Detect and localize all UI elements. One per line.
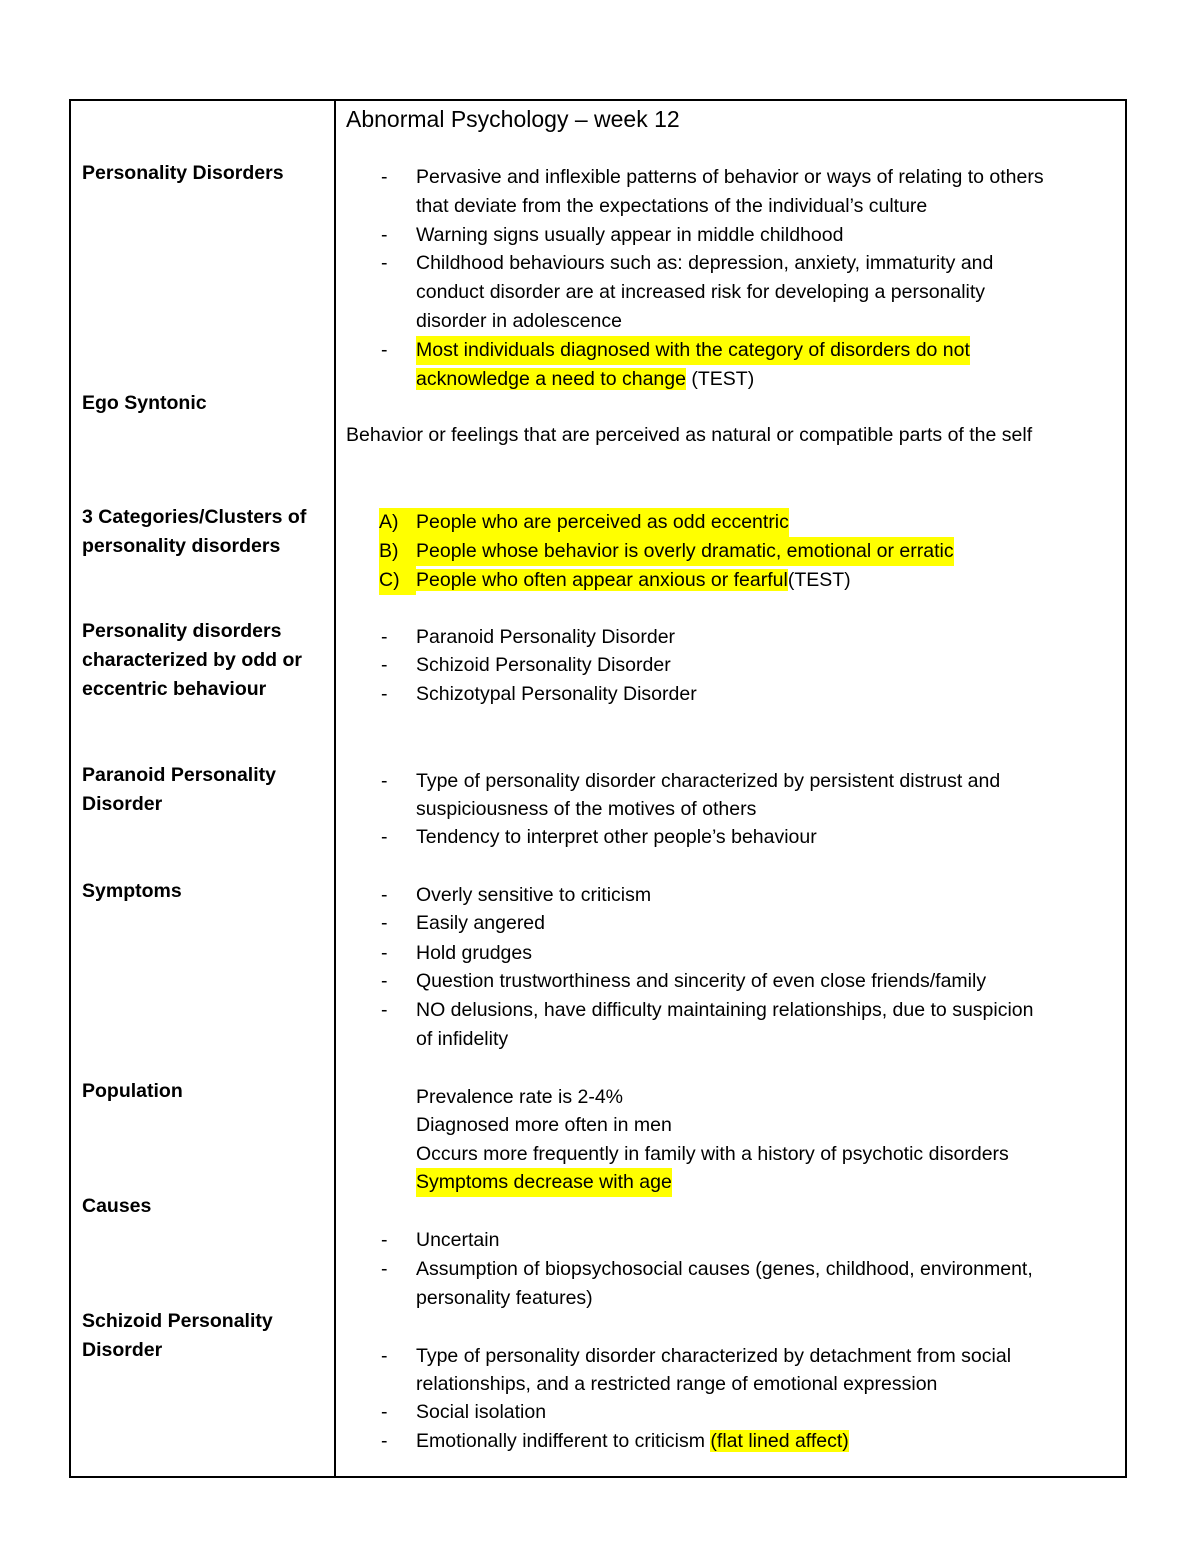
bullet-dash: - <box>381 942 388 964</box>
label-ego-syntonic: Ego Syntonic <box>82 392 207 414</box>
bullet-dash: - <box>381 1401 388 1423</box>
label-odd-line1: Personality disorders <box>82 620 282 642</box>
note-text: Diagnosed more often in men <box>416 1114 672 1136</box>
list-marker: C) <box>379 566 416 595</box>
bullet-dash: - <box>381 912 388 934</box>
label-personality-disorders: Personality Disorders <box>82 162 284 184</box>
bullet-dash: - <box>381 166 388 188</box>
note-text: NO delusions, have difficulty maintaining relationships, due to suspicion <box>416 999 1034 1021</box>
bullet-dash: - <box>381 683 388 705</box>
test-tag: (TEST) <box>787 569 851 591</box>
note-text: Type of personality disorder characterized by detachment from social <box>416 1345 1012 1367</box>
bullet-dash: - <box>381 654 388 676</box>
bullet-dash: - <box>381 1430 388 1452</box>
note-text: personality features) <box>416 1287 593 1309</box>
list-marker: B) <box>379 537 416 566</box>
bullet-dash: - <box>381 826 388 848</box>
note-text: suspiciousness of the motives of others <box>416 798 757 820</box>
label-schizoid-line2: Disorder <box>82 1339 163 1361</box>
bullet-dash: - <box>381 884 388 906</box>
bullet-dash: - <box>381 1345 388 1367</box>
label-schizoid-line1: Schizoid Personality <box>82 1310 273 1332</box>
note-text: Paranoid Personality Disorder <box>416 626 676 648</box>
column-divider <box>334 100 336 1477</box>
note-text: conduct disorder are at increased risk for developing a personality <box>416 281 986 303</box>
note-text: Childhood behaviours such as: depression, anxiety, immaturity and <box>416 252 994 274</box>
page-title: Abnormal Psychology – week 12 <box>346 106 680 132</box>
bullet-dash: - <box>381 626 388 648</box>
bullet-dash: - <box>381 252 388 274</box>
note-text: Occurs more frequently in family with a history of psychotic disorders <box>416 1143 1009 1165</box>
note-text: Warning signs usually appear in middle childhood <box>416 224 844 246</box>
note-text: Schizoid Personality Disorder <box>416 654 671 676</box>
highlighted-text: (flat lined affect) <box>710 1430 849 1452</box>
bullet-dash: - <box>381 1258 388 1280</box>
highlighted-text: Symptoms decrease with age <box>416 1168 672 1197</box>
note-text: Type of personality disorder characterized by persistent distrust and <box>416 770 1001 792</box>
note-text: Hold grudges <box>416 942 532 964</box>
bullet-dash: - <box>381 999 388 1021</box>
highlighted-text: Most individuals diagnosed with the category of disorders do not <box>416 336 970 365</box>
highlighted-text: People whose behavior is overly dramatic, emotional or erratic <box>416 537 954 566</box>
list-marker: A) <box>379 508 416 537</box>
label-odd-line3: eccentric behaviour <box>82 678 267 700</box>
note-text: Schizotypal Personality Disorder <box>416 683 697 705</box>
test-tag: (TEST) <box>685 368 755 390</box>
label-categories-line1: 3 Categories/Clusters of <box>82 506 307 528</box>
note-text: Tendency to interpret other people’s behaviour <box>416 826 817 848</box>
note-text: Emotionally indifferent to criticism <box>416 1430 711 1452</box>
label-paranoid-line2: Disorder <box>82 793 163 815</box>
label-causes: Causes <box>82 1195 152 1217</box>
note-text: of infidelity <box>416 1028 509 1050</box>
bullet-dash: - <box>381 770 388 792</box>
bullet-dash: - <box>381 339 388 361</box>
note-text: Easily angered <box>416 912 545 934</box>
label-population: Population <box>82 1080 183 1102</box>
label-odd-line2: characterized by odd or <box>82 649 302 671</box>
highlighted-text: People who often appear anxious or fearful <box>416 569 788 591</box>
note-text: disorder in adolescence <box>416 310 622 332</box>
label-paranoid-line1: Paranoid Personality <box>82 764 276 786</box>
note-text: Pervasive and inflexible patterns of behavior or ways of relating to others <box>416 166 1044 188</box>
label-categories-line2: personality disorders <box>82 535 281 557</box>
note-text: Prevalence rate is 2-4% <box>416 1086 624 1108</box>
note-text: Behavior or feelings that are perceived as natural or compatible parts of the self <box>346 424 1033 446</box>
label-symptoms: Symptoms <box>82 880 182 902</box>
note-text: Overly sensitive to criticism <box>416 884 652 906</box>
note-text: that deviate from the expectations of the individual’s culture <box>416 195 928 217</box>
note-text: Uncertain <box>416 1229 500 1251</box>
note-text: Social isolation <box>416 1401 547 1423</box>
highlighted-text: acknowledge a need to change <box>416 368 686 390</box>
bullet-dash: - <box>381 1229 388 1251</box>
note-text: Question trustworthiness and sincerity of even close friends/family <box>416 970 987 992</box>
note-text: relationships, and a restricted range of emotional expression <box>416 1373 938 1395</box>
highlighted-text: People who are perceived as odd eccentric <box>416 508 789 537</box>
note-text: Assumption of biopsychosocial causes (genes, childhood, environment, <box>416 1258 1033 1280</box>
bullet-dash: - <box>381 970 388 992</box>
bullet-dash: - <box>381 224 388 246</box>
